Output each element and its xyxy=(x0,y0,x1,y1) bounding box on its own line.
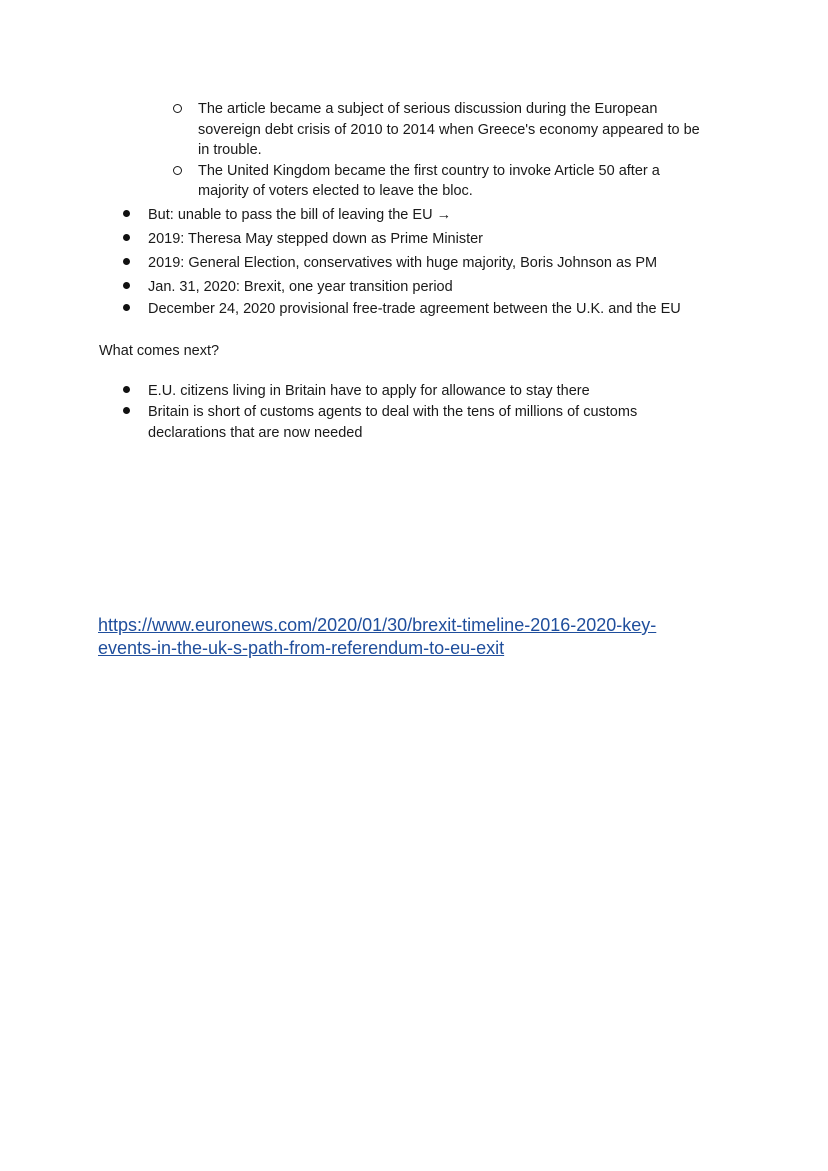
sub-item-1-line-1: The article became a subject of serious discussion during the European xyxy=(198,101,658,117)
sub-item-1-line-2: sovereign debt crisis of 2010 to 2014 when Greece's economy appeared to be xyxy=(198,122,700,138)
bullet-item-4: Jan. 31, 2020: Brexit, one year transition period xyxy=(148,279,453,295)
bullet-icon xyxy=(123,304,130,311)
bullet-icon xyxy=(123,386,130,393)
bullet-item-5: December 24, 2020 provisional free-trade agreement between the U.K. and the EU xyxy=(148,301,681,317)
bullet-icon xyxy=(123,210,130,217)
sub-item-2-line-2: majority of voters elected to leave the bloc. xyxy=(198,183,473,199)
bullet-icon xyxy=(123,282,130,289)
bullet-icon xyxy=(123,407,130,414)
source-link-line-1[interactable]: https://www.euronews.com/2020/01/30/brexit-timeline-2016-2020-key- xyxy=(98,615,657,635)
bullet-item-1: But: unable to pass the bill of leaving the EU → xyxy=(148,207,452,223)
next-item-2-line-2: declarations that are now needed xyxy=(148,425,363,441)
next-item-1-line-1: E.U. citizens living in Britain have to apply for allowance to stay there xyxy=(148,383,590,399)
bullet-icon xyxy=(123,258,130,265)
bullet-item-3: 2019: General Election, conservatives with huge majority, Boris Johnson as PM xyxy=(148,255,658,271)
sub-item-2-line-1: The United Kingdom became the first country to invoke Article 50 after a xyxy=(198,163,660,179)
sub-item-1-line-3: in trouble. xyxy=(198,142,262,158)
bullet-icon xyxy=(123,234,130,241)
sub-bullet-icon xyxy=(173,166,182,175)
sub-bullet-icon xyxy=(173,104,182,113)
section-heading: What comes next? xyxy=(99,343,220,359)
source-link-line-2[interactable]: events-in-the-uk-s-path-from-referendum-to-eu-exit xyxy=(98,638,505,658)
next-item-2-line-1: Britain is short of customs agents to deal with the tens of millions of customs xyxy=(148,404,638,420)
bullet-item-2: 2019: Theresa May stepped down as Prime Minister xyxy=(148,231,484,247)
